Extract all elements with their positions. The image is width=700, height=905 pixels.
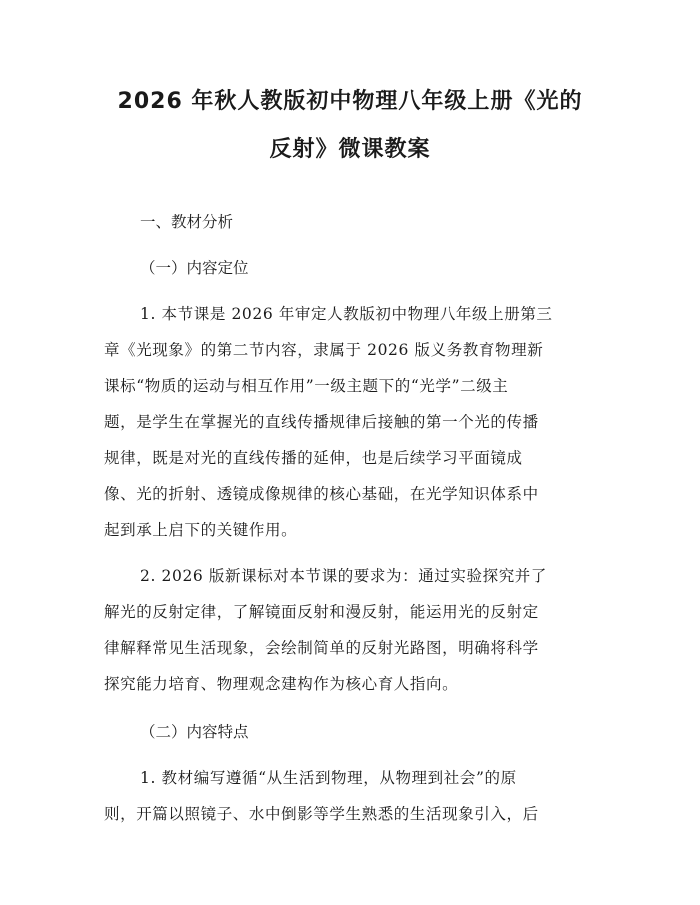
- paragraph-line: 起到承上启下的关键作用。: [104, 521, 298, 539]
- paragraph-line: 探究能力培育、物理观念建构作为核心育人指向。: [104, 675, 459, 693]
- paragraph-line: 律解释常见生活现象，会绘制简单的反射光路图，明确将科学: [104, 639, 539, 657]
- paragraph-line: 1. 本节课是 2026 年审定人教版初中物理八年级上册第三: [140, 305, 553, 323]
- paragraph-line: 1. 教材编写遵循“从生活到物理，从物理到社会”的原: [140, 769, 517, 787]
- paragraph-line: 章《光现象》的第二节内容，隶属于 2026 版义务教育物理新: [104, 341, 544, 359]
- document-title: [104, 78, 596, 174]
- section-heading-textbook-analysis: 一、教材分析: [140, 213, 234, 231]
- document-body: [104, 204, 596, 832]
- paragraph-line: 规律，既是对光的直线传播的延伸，也是后续学习平面镜成: [104, 449, 523, 467]
- paragraph-line: 像、光的折射、透镜成像规律的核心基础，在光学知识体系中: [104, 485, 539, 503]
- paragraph-line: 则，开篇以照镜子、水中倒影等学生熟悉的生活现象引入，后: [104, 805, 539, 823]
- paragraph-line: 2. 2026 版新课标对本节课的要求为：通过实验探究并了: [140, 567, 547, 585]
- paragraph-line: 题，是学生在掌握光的直线传播规律后接触的第一个光的传播: [104, 413, 539, 431]
- paragraph-content-positioning-2: [104, 558, 596, 702]
- paragraph-content-positioning-1: [104, 296, 596, 548]
- paragraph-content-features-1: [104, 760, 596, 832]
- title-line-2: 反射》微课教案: [269, 137, 431, 162]
- subsection-heading-content-features: （二）内容特点: [140, 723, 249, 741]
- title-line-1: 2026 年秋人教版初中物理八年级上册《光的: [117, 89, 583, 114]
- paragraph-line: 课标“物质的运动与相互作用”一级主题下的“光学”二级主: [104, 377, 509, 395]
- subsection-heading-content-positioning: （一）内容定位: [140, 259, 249, 277]
- paragraph-line: 解光的反射定律，了解镜面反射和漫反射，能运用光的反射定: [104, 603, 539, 621]
